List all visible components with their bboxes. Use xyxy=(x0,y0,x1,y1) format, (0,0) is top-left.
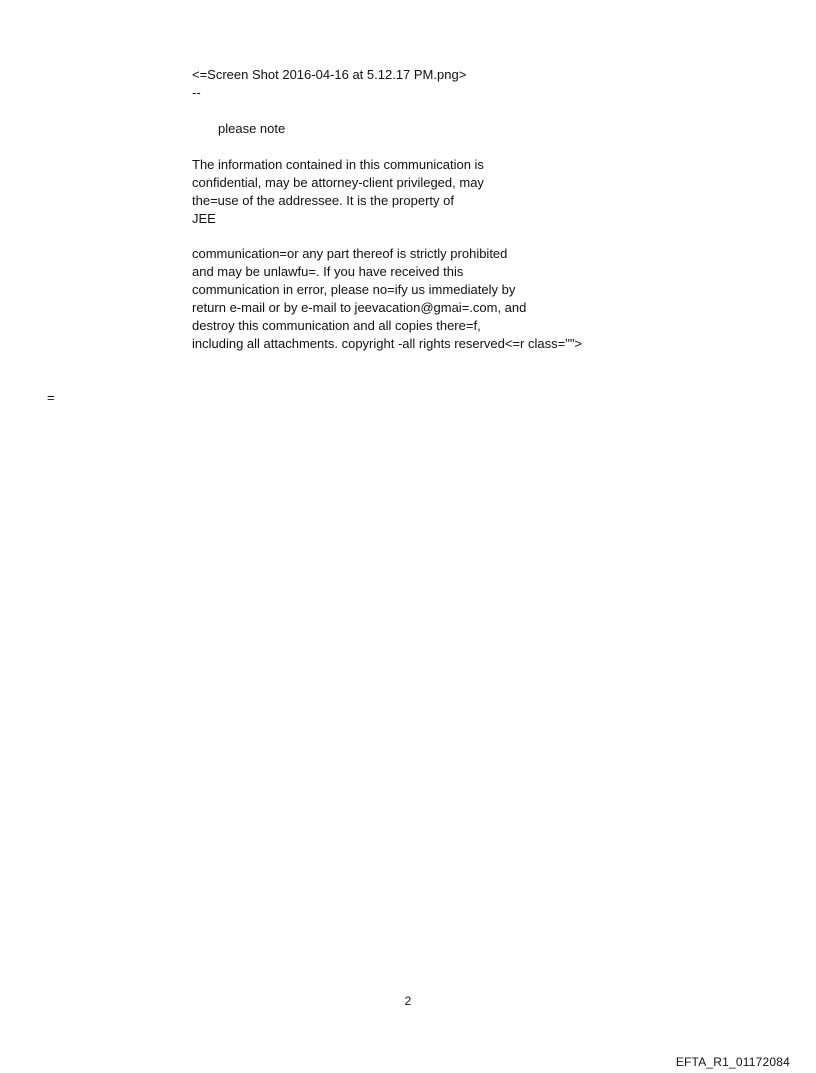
paragraph-line: return e-mail or by e-mail to jeevacation@gmai=.com, and xyxy=(192,300,527,315)
page-number: 2 xyxy=(404,994,412,1008)
stray-equals-mark: = xyxy=(47,390,55,405)
paragraph-line: JEE xyxy=(192,211,216,226)
bates-number: EFTA_R1_01172084 xyxy=(675,1055,790,1069)
paragraph-line: communication=or any part thereof is strictly prohibited xyxy=(192,246,508,261)
paragraph-line: confidential, may be attorney-client privileged, may xyxy=(192,175,484,190)
paragraph-line: the=use of the addressee. It is the property of xyxy=(192,193,454,208)
paragraph-line: The information contained in this communication is xyxy=(192,157,484,172)
paragraph-line: communication in error, please no=ify us immediately by xyxy=(192,282,516,297)
paragraph-line: and may be unlawfu=. If you have received this xyxy=(192,264,464,279)
paragraph-line: destroy this communication and all copies there=f, xyxy=(192,318,481,333)
attachment-reference: <=Screen Shot 2016-04-16 at 5.12.17 PM.png> xyxy=(192,67,467,82)
paragraph-line: including all attachments. copyright -all rights reserved<=r class=""> xyxy=(192,336,583,351)
separator: -- xyxy=(192,85,201,100)
note-heading: please note xyxy=(218,121,286,136)
